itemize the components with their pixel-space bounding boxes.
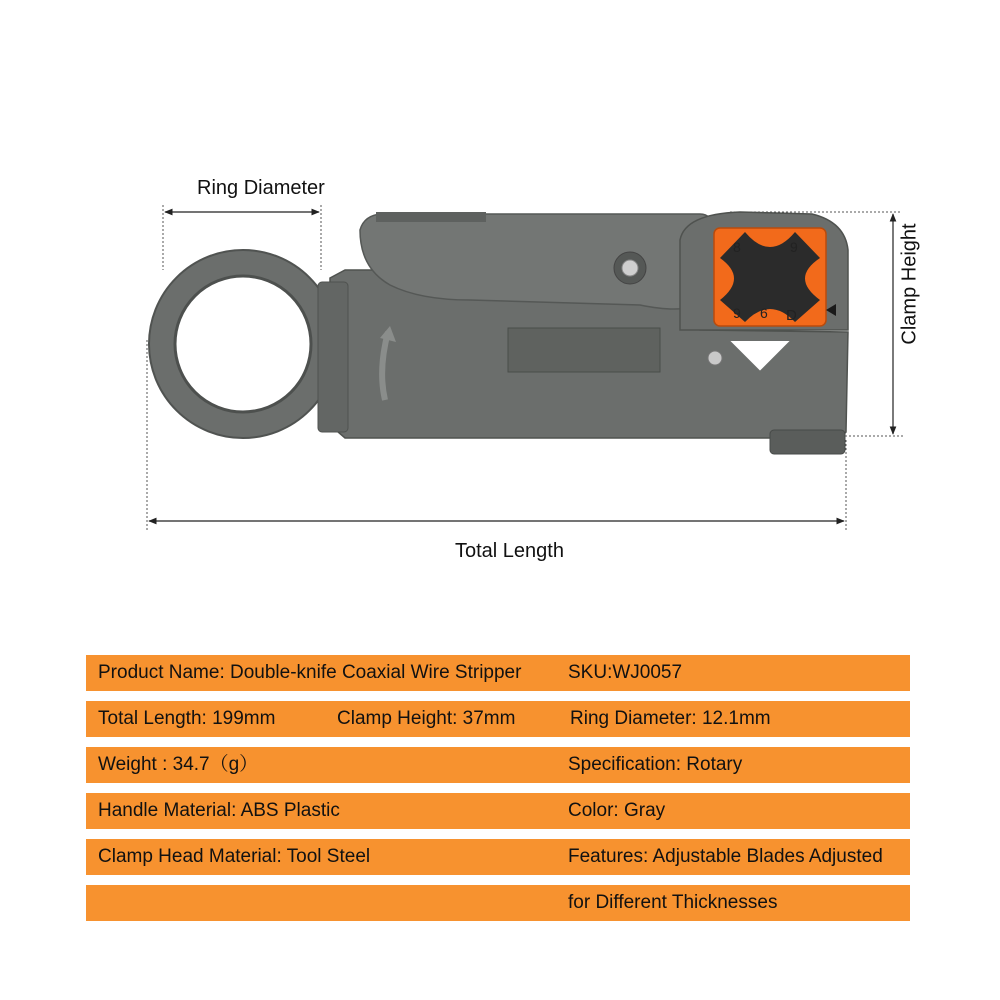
spec-cell-right: SKU:WJ0057 bbox=[568, 662, 683, 683]
clamp-height-label: Clamp Height bbox=[898, 223, 921, 345]
spec-cell-right: Ring Diameter: 12.1mm bbox=[570, 708, 771, 729]
spec-row bbox=[86, 885, 910, 921]
spec-cell-middle: Clamp Height: 37mm bbox=[337, 708, 516, 729]
spec-cell-right: Features: Adjustable Blades Adjusted bbox=[568, 846, 883, 867]
spec-row bbox=[86, 655, 910, 691]
spec-cell-left: Weight : 34.7（g） bbox=[98, 754, 259, 775]
blade-mark-9a: 9 bbox=[790, 239, 798, 255]
spec-row bbox=[86, 793, 910, 829]
spec-cell-right: Color: Gray bbox=[568, 800, 666, 821]
spec-row bbox=[86, 747, 910, 783]
blade-mark-9b: 9 bbox=[733, 305, 741, 321]
spec-row bbox=[86, 701, 910, 737]
spec-cell-left: Clamp Head Material: Tool Steel bbox=[98, 846, 371, 867]
ring-diameter-label: Ring Diameter bbox=[197, 177, 325, 199]
spec-cell-left: Product Name: Double-knife Coaxial Wire Stripper bbox=[98, 662, 522, 683]
wire-stripper-illustration bbox=[149, 212, 848, 454]
total-length-label: Total Length bbox=[455, 540, 564, 562]
spec-row bbox=[86, 839, 910, 875]
blade-mark-8: 8 bbox=[733, 239, 741, 255]
blade-mark-d: D bbox=[786, 307, 797, 324]
spec-cell-left: Handle Material: ABS Plastic bbox=[98, 800, 340, 821]
spec-cell-right: Specification: Rotary bbox=[568, 754, 743, 775]
spec-cell-right: for Different Thicknesses bbox=[568, 892, 778, 913]
spec-cell-left: Total Length: 199mm bbox=[98, 708, 276, 729]
blade-mark-6: 6 bbox=[760, 305, 768, 321]
